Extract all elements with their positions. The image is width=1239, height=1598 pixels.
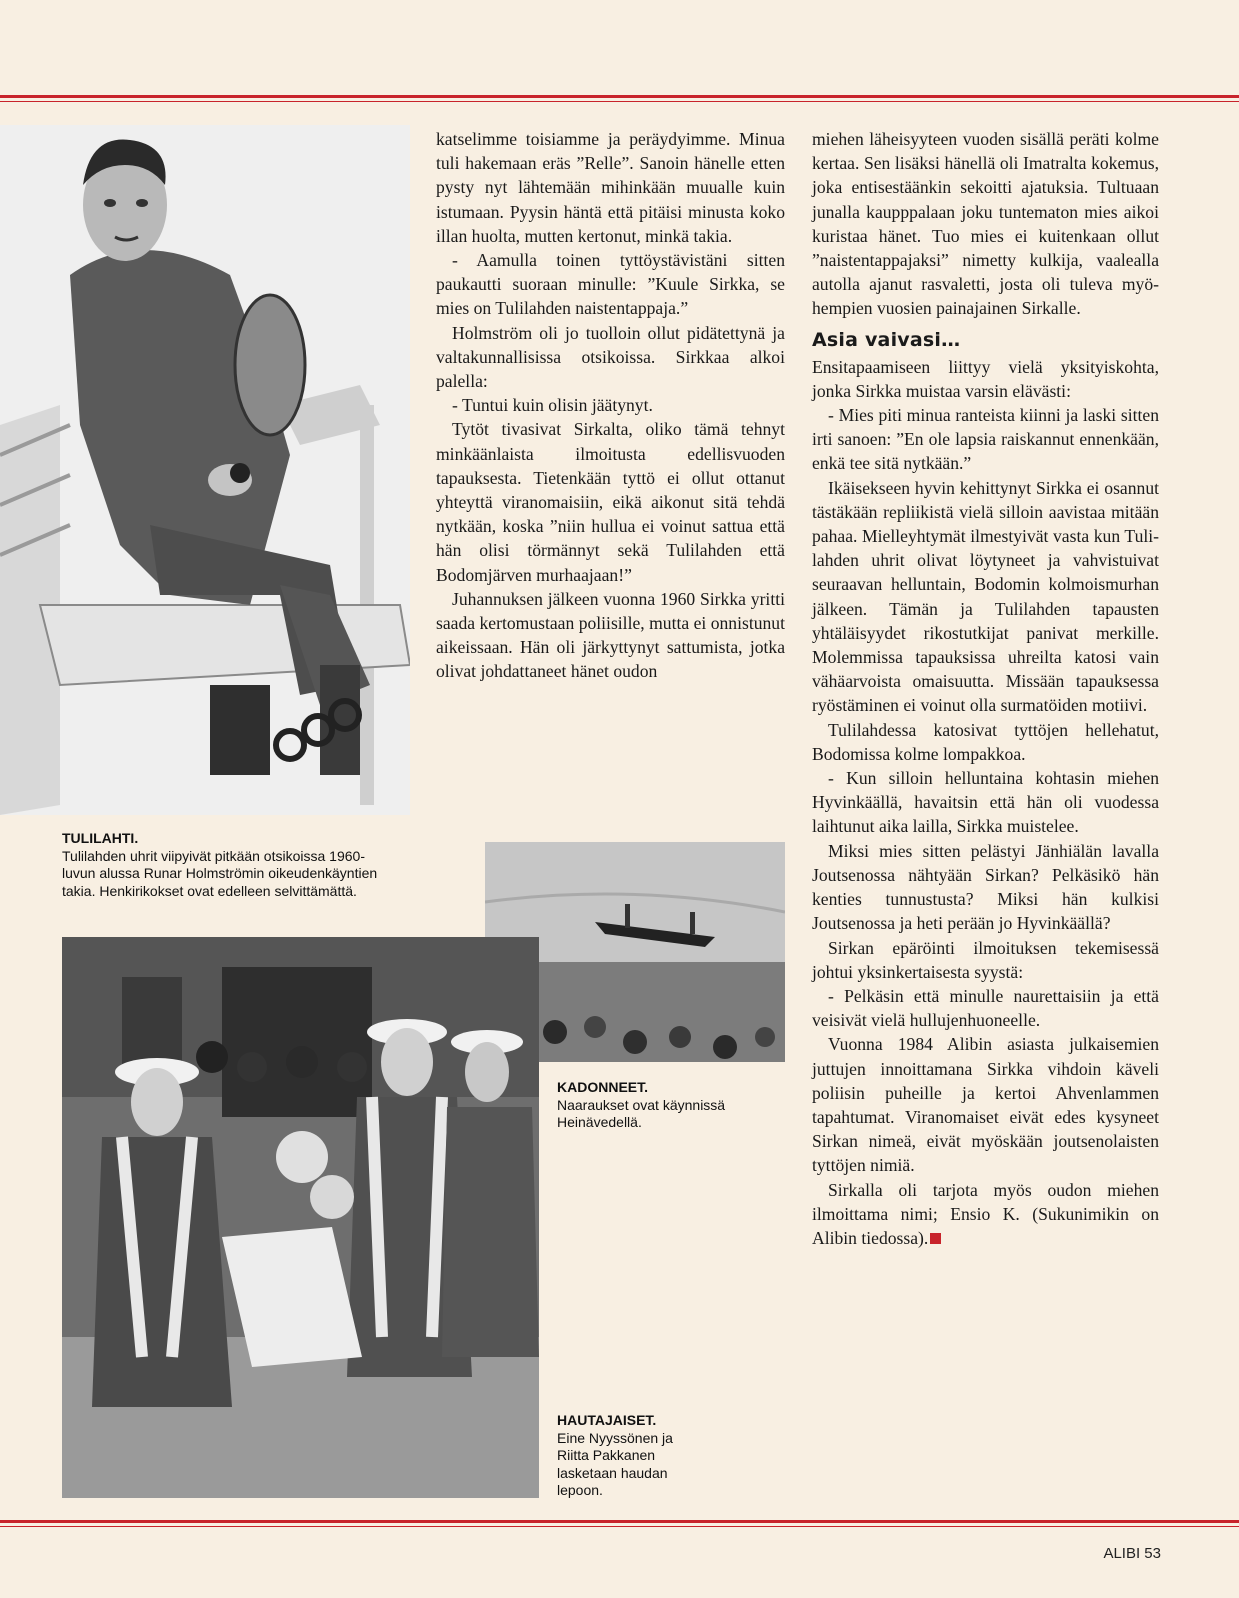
caption-text: Eine Nyyssönen ja Riitta Pakkanen lasketaan haudan lepoon. bbox=[557, 1429, 673, 1498]
paragraph: Ensitapaamiseen liittyy vielä yksityiskohta, jonka Sirkka muistaa varsin elävästi: bbox=[812, 356, 1159, 401]
caption-tulilahti bbox=[62, 830, 392, 900]
paragraph-text: Sirkalla oli tarjota myös oudon miehen ilmoittama nimi; Ensio K. (Sukunimikin on Alibin tiedossa). bbox=[812, 1179, 1159, 1248]
paragraph: Vuonna 1984 Alibin asiasta julkaisemien juttujen innoittamana Sirkka vihdoin käveli poliisin puheille ja kertoi Ahvenlammen tapahtumat. Viranomaiset eivät edes kysyneet Sirkan nimeä, eivät myöskään joutsenolaisten tyttöjen nimiä. bbox=[812, 1034, 1159, 1176]
subheading: Asia vaivasi… bbox=[812, 328, 961, 351]
paragraph: - Mies piti minua ranteista kiinni ja laski sitten irti sanoen: ”En ole lapsia raiskannut ennenkään, enkä tee sitä nytkään.” bbox=[812, 405, 1159, 474]
paragraph: miehen läheisyyteen vuoden sisällä peräti kolme kertaa. Sen lisäksi hänellä oli Imatralta kokemus, joka entisestäänkin sekoitti ajatuksia. Tultuaan junalla kaupppalaan joku tuntematon mies aikoi kuristaa hänet. Tuo mies ei kuitenkaan ollut ”naistentappajaksi” nimetty kulkija, vaalealla autolla ajanut rasvaletti, josta oli tuleva myöhempien vuosien painajainen Sirkalle. bbox=[812, 129, 1159, 319]
caption-kadonneet bbox=[557, 1079, 757, 1132]
caption-text: Tulilahden uhrit viipyivät pitkään otsikoissa 1960-luvun alussa Runar Holmströmin oikeudenkäyntien takia. Henkirikokset ovat edelleen selvittämättä. bbox=[62, 847, 378, 899]
paragraph: - Kun silloin helluntaina kohtasin miehen Hyvinkäällä, havaitsin että hän oli vuodessa laihtunut aika lailla, Sirkka muistelee. bbox=[812, 768, 1159, 837]
caption-title: KADONNEET. bbox=[557, 1079, 649, 1095]
page-number: ALIBI 53 bbox=[1103, 1545, 1161, 1562]
bottom-rule-1 bbox=[0, 1520, 1239, 1523]
paragraph: Ikäisekseen hyvin kehittynyt Sirkka ei osannut tästäkään repliikistä vielä silloin aavistaa mitään pahaa. Mielleyhtymät ilmestyivät vasta kun Tulilahden uhrit olivat löytyneet ja vahvistuivat seuraavan helluntain, Bodomin kolmoismurhan jälkeen. Tämän ja Tulilahden tapausten yhtäläisyydet rikostutkijat panivat merkille. Molemmissa tapauksissa uhreilta katosi vain vähäarvoista omaisuutta. Missään tapauksessa ryöstäminen ei voinut olla surmatöiden motiivi. bbox=[812, 477, 1159, 716]
paragraph: - Pelkäsin että minulle naurettaisiin ja että veisivät vielä hullujenhuoneelle. bbox=[812, 985, 1159, 1031]
article-column-right bbox=[812, 127, 1159, 1250]
top-rule-1 bbox=[0, 95, 1239, 98]
paragraph: Holmström oli jo tuolloin ollut pidätettynä ja valtakunnallisissa otsikoissa. Sirkkaa alkoi palella: bbox=[436, 322, 785, 392]
paragraph: - Aamulla toinen tyttöystävistäni sitten paukautti suoraan minulle: ”Kuule Sirkka, se mies on Tulilahden naistentappaja.” bbox=[436, 250, 785, 319]
photo-funeral-procession bbox=[62, 937, 539, 1498]
paragraph-last bbox=[812, 1178, 1159, 1251]
caption-hautajaiset bbox=[557, 1412, 707, 1500]
paragraph: - Tuntui kuin olisin jäätynyt. bbox=[452, 395, 653, 416]
paragraph: Tulilahdessa katosivat tyttöjen hellehatut, Bodomissa kolme lompakkoa. bbox=[812, 719, 1159, 764]
paragraph: Miksi mies sitten pelästyi Jänhiälän lavalla Joutsenossa nähtyään Sirkan? Pelkäsikö hän kenties tunnustusta? Miksi hän kulkisi Joutsenossa ja heti perään jo Hyvinkäällä? bbox=[812, 840, 1159, 934]
caption-text: Naaraukset ovat käynnissä Heinävedellä. bbox=[557, 1096, 726, 1130]
paragraph: Tytöt tivasivat Sirkalta, oliko tämä tehnyt minkäänlaista ilmoitusta edellisvuoden tapauksesta. Tietenkään tyttö ei ollut ottanut yhteyttä viranomaisiin, eikä aikonut sitä tehdä nytkään, koska ”niin hullua ei voinut sattua että hän olisi törmännyt sekä Tulilahden että Bodomjärven murhaajaan!” bbox=[436, 419, 785, 585]
photo-holmstrom bbox=[0, 125, 410, 815]
paragraph: Juhannuksen jälkeen vuonna 1960 Sirkka yritti saada kertomustaan poliisille, mutta ei onnistunut aikeissaan. Hän oli järkyttynyt sattumista, jotka olivat johdattaneet hänet oudon bbox=[436, 588, 785, 682]
paragraph: Sirkan epäröinti ilmoituksen tekemisessä johtui yksinkertaisesta syystä: bbox=[812, 937, 1159, 982]
article-column-middle bbox=[436, 127, 785, 684]
caption-title: HAUTAJAISET. bbox=[557, 1412, 657, 1428]
caption-title: TULILAHTI. bbox=[62, 830, 139, 846]
bottom-rule-2 bbox=[0, 1526, 1239, 1527]
paragraph: katselimme toisiamme ja peräydyimme. Minua tuli hakemaan eräs ”Relle”. Sanoin hänelle etten pysty nyt lähtemään mihinkään muualle kuin istumaan. Pyysin häntä että pitäisi minusta koko illan huolta, mutten kertonut, minkä takia. bbox=[436, 129, 785, 246]
end-mark-icon bbox=[930, 1233, 941, 1244]
top-rule-2 bbox=[0, 101, 1239, 102]
